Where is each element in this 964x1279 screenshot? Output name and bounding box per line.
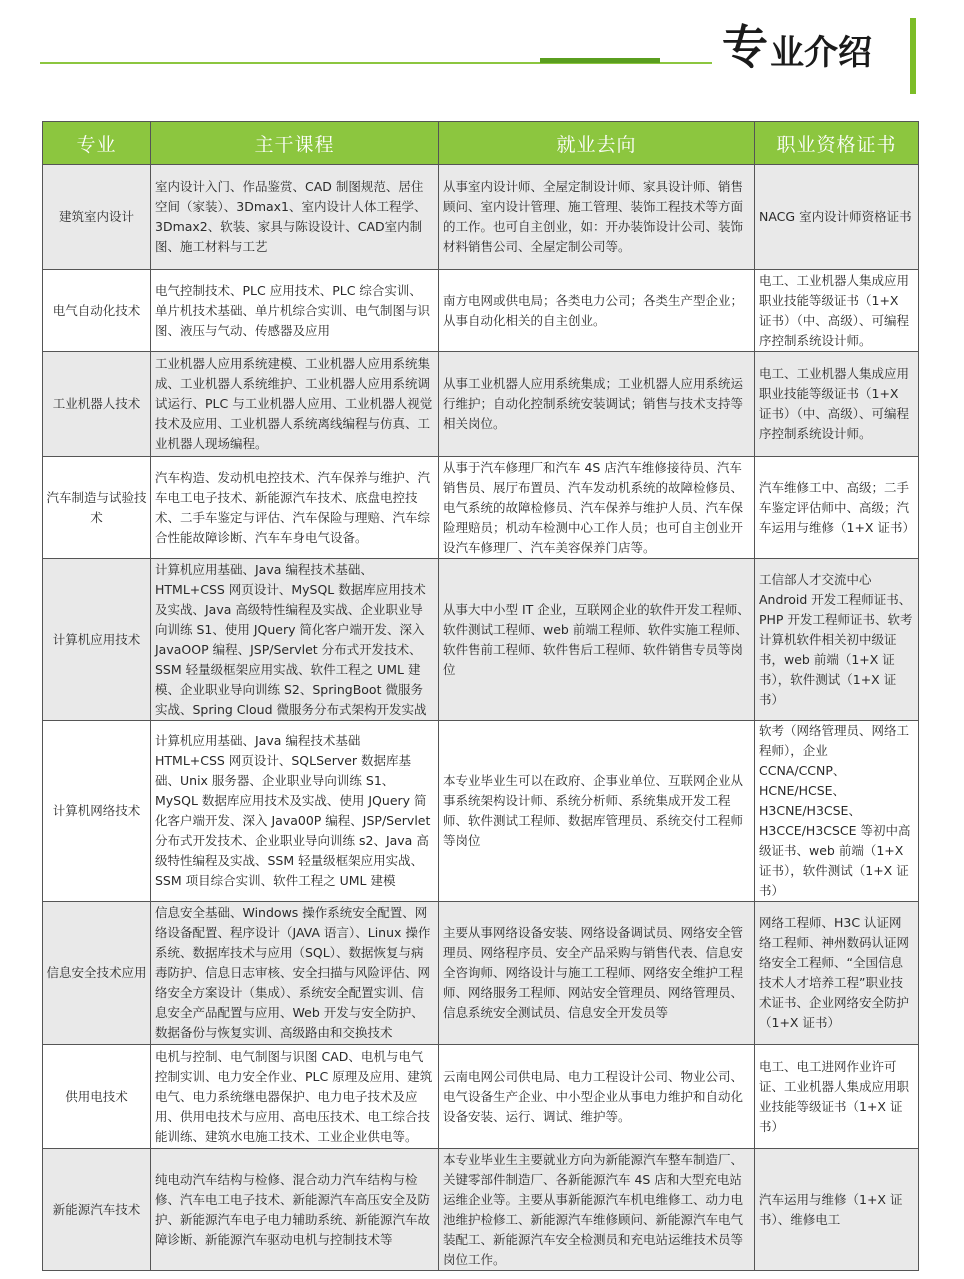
- major-certs: 电工、工业机器人集成应用职业技能等级证书（1+X 证书）（中、高级）、可编程序控制系统设计师。: [755, 352, 919, 457]
- major-courses: 工业机器人应用系统建模、工业机器人应用系统集成、工业机器人系统维护、工业机器人应用系统调试运行、PLC 与工业机器人应用、工业机器人视觉技术及应用、工业机器人系统离线编程与仿真、工业机器人现场编程。: [151, 352, 439, 457]
- table-row: [43, 559, 919, 721]
- major-courses: 计算机应用基础、Java 编程技术基础 HTML+CSS 网页设计、SQLServer 数据库基础、Unix 服务器、企业职业导向训练 S1、MySQL 数据库应用技术及实战、使用 JQuery 简化客户端开发、深入 Java00P 编程、JSP/Servlet 分布式开发技术、企业职业导向训练 s2、Java 高级特性编程及实战、SSM 轻量级框架应用实战、SSM 项目综合实训、软件工程之 UML 建模: [151, 721, 439, 902]
- major-certs: 汽车维修工中、高级；二手车鉴定评估师中、高级；汽车运用与维修（1+X 证书）: [755, 457, 919, 559]
- table-row: [43, 721, 919, 902]
- major-careers: 主要从事网络设备安装、网络设备调试员、网络安全管理员、网络程序员、安全产品采购与销售代表、信息安全咨询师、网络设计与施工工程师、网络安全维护工程师、网络服务工程师、网站安全管理员、网络管理员、信息系统安全测试员、信息安全开发员等: [439, 902, 755, 1045]
- major-name: 新能源汽车技术: [43, 1149, 151, 1271]
- major-name: 汽车制造与试验技术: [43, 457, 151, 559]
- major-courses: 信息安全基础、Windows 操作系统安全配置、网络设备配置、程序设计（JAVA 语言）、Linux 操作系统、数据库技术与应用（SQL）、数据恢复与病毒防护、信息日志审核、安全扫描与风险评估、网络安全方案设计（集成）、系统安全配置实训、信息安全产品配置与应用、Web 开发与安全防护、数据备份与恢复实训、高级路由和交换技术: [151, 902, 439, 1045]
- major-name: 电气自动化技术: [43, 270, 151, 352]
- table-row: [43, 1149, 919, 1271]
- major-name: 计算机应用技术: [43, 559, 151, 721]
- major-certs: 工信部人才交流中心 Android 开发工程师证书、PHP 开发工程师证书、软考计算机软件相关初中级证书，web 前端（1+X 证书），软件测试（1+X 证书）: [755, 559, 919, 721]
- major-careers: 从事室内设计师、全屋定制设计师、家具设计师、销售顾问、室内设计管理、施工管理、装饰工程技术等方面的工作。也可自主创业，如：开办装饰设计公司、装饰材料销售公司、全屋定制公司等。: [439, 165, 755, 270]
- major-courses: 室内设计入门、作品鉴赏、CAD 制图规范、居住空间（家装）、3Dmax1、室内设计人体工程学、3Dmax2、软装、家具与陈设设计、CAD室内制图、施工材料与工艺: [151, 165, 439, 270]
- major-name: 工业机器人技术: [43, 352, 151, 457]
- major-careers: 本专业毕业生主要就业方向为新能源汽车整车制造厂、关键零部件制造厂、各新能源汽车 4S 店和大型充电站运维企业等。主要从事新能源汽车机电维修工、动力电池维护检修工、新能源汽车维修顾问、新能源汽车电气装配工、新能源汽车安全检测员和充电站运维技术员等岗位工作。: [439, 1149, 755, 1271]
- table-header-row: [43, 122, 919, 165]
- table-row: [43, 270, 919, 352]
- table-row: [43, 457, 919, 559]
- major-careers: 从事于汽车修理厂和汽车 4S 店汽车维修接待员、汽车销售员、展厅布置员、汽车发动机系统的故障检修员、电气系统的故障检修员、汽车保养与维护人员、汽车保险理赔员；机动车检测中心工作人员；也可自主创业开设汽车修理厂、汽车美容保养门店等。: [439, 457, 755, 559]
- table-row: [43, 902, 919, 1045]
- header-accent-bar: [540, 58, 660, 63]
- table-row: [43, 1045, 919, 1149]
- major-certs: 电工、电工进网作业许可证、工业机器人集成应用职业技能等级证书（1+X 证书）: [755, 1045, 919, 1149]
- major-name: 建筑室内设计: [43, 165, 151, 270]
- table-row: [43, 165, 919, 270]
- major-careers: 本专业毕业生可以在政府、企事业单位、互联网企业从事系统架构设计师、系统分析师、系统集成开发工程师、软件测试工程师、数据库管理员、系统交付工程师等岗位: [439, 721, 755, 902]
- major-courses: 汽车构造、发动机电控技术、汽车保养与维护、汽车电工电子技术、新能源汽车技术、底盘电控技术、二手车鉴定与评估、汽车保险与理赔、汽车综合性能故障诊断、汽车车身电气设备。: [151, 457, 439, 559]
- major-table: [42, 121, 919, 1271]
- page-title-first-char: 专: [722, 20, 768, 74]
- major-careers: 南方电网或供电局；各类电力公司；各类生产型企业；从事自动化相关的自主创业。: [439, 270, 755, 352]
- major-courses: 电机与控制、电气制图与识图 CAD、电机与电气控制实训、电力安全作业、PLC 原理及应用、建筑电气、电力系统继电器保护、电力电子技术及应用、供用电技术与应用、高电压技术、电工综合技能训练、建筑水电施工技术、工业企业供电等。: [151, 1045, 439, 1149]
- major-courses: 计算机应用基础、Java 编程技术基础、HTML+CSS 网页设计、MySQL 数据库应用技术及实战、Java 高级特性编程及实战、企业职业导向训练 S1、使用 JQuery 简化客户端开发、深入 JavaOOP 编程、JSP/Servlet 分布式开发技术、SSM 轻量级框架应用实战、软件工程之 UML 建模、企业职业导向训练 S2、SpringBoot 微服务实战、Spring Cloud 微服务分布式架构开发实战: [151, 559, 439, 721]
- page-title: [722, 20, 872, 74]
- title-side-bar: [910, 18, 916, 94]
- major-careers: 从事大中小型 IT 企业，互联网企业的软件开发工程师、软件测试工程师、web 前端工程师、软件实施工程师、软件售前工程师、软件售后工程师、软件销售专员等岗位: [439, 559, 755, 721]
- column-header-courses: 主干课程: [151, 122, 439, 165]
- column-header-careers: 就业去向: [439, 122, 755, 165]
- major-name: 信息安全技术应用: [43, 902, 151, 1045]
- major-certs: 软考（网络管理员、网络工程师），企业 CCNA/CCNP、HCNE/HCSE、H3CNE/H3CSE、H3CCE/H3CSCE 等初中高级证书、web 前端（1+X 证书），软件测试（1+X 证书）: [755, 721, 919, 902]
- major-name: 计算机网络技术: [43, 721, 151, 902]
- major-careers: 从事工业机器人应用系统集成；工业机器人应用系统运行维护；自动化控制系统安装调试；销售与技术支持等相关岗位。: [439, 352, 755, 457]
- major-certs: 电工、工业机器人集成应用职业技能等级证书（1+X 证书）（中、高级）、可编程序控制系统设计师。: [755, 270, 919, 352]
- major-certs: 网络工程师、H3C 认证网络工程师、神州数码认证网络安全工程师、“全国信息技术人才培养工程”职业技术证书、企业网络安全防护（1+X 证书）: [755, 902, 919, 1045]
- major-courses: 电气控制技术、PLC 应用技术、PLC 综合实训、单片机技术基础、单片机综合实训、电气制图与识图、液压与气动、传感器及应用: [151, 270, 439, 352]
- page-title-rest: 业介绍: [770, 33, 872, 73]
- column-header-major: 专业: [43, 122, 151, 165]
- column-header-certs: 职业资格证书: [755, 122, 919, 165]
- major-careers: 云南电网公司供电局、电力工程设计公司、物业公司、电气设备生产企业、中小型企业从事电力维护和自动化设备安装、运行、调试、维护等。: [439, 1045, 755, 1149]
- major-name: 供用电技术: [43, 1045, 151, 1149]
- major-certs: NACG 室内设计师资格证书: [755, 165, 919, 270]
- major-certs: 汽车运用与维修（1+X 证书）、维修电工: [755, 1149, 919, 1271]
- table-row: [43, 352, 919, 457]
- major-courses: 纯电动汽车结构与检修、混合动力汽车结构与检修、汽车电工电子技术、新能源汽车高压安全及防护、新能源汽车电子电力辅助系统、新能源汽车故障诊断、新能源汽车驱动电机与控制技术等: [151, 1149, 439, 1271]
